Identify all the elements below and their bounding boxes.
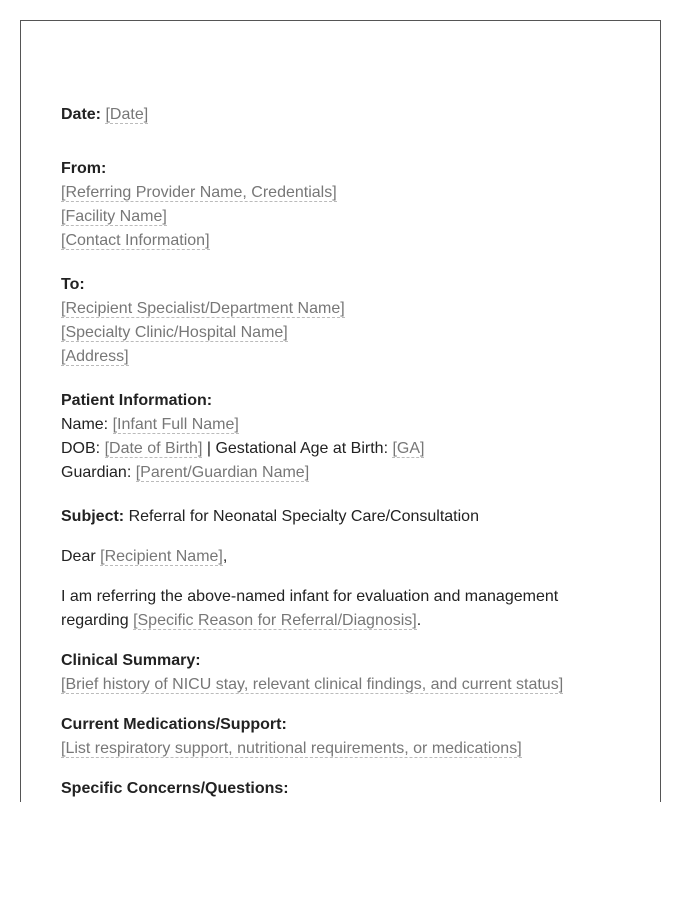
referral-reason-placeholder[interactable]: [Specific Reason for Referral/Diagnosis] — [133, 612, 417, 629]
date-label: Date: — [61, 106, 102, 123]
letter-content — [61, 103, 621, 801]
salutation-name-placeholder[interactable]: [Recipient Name] — [100, 548, 223, 565]
subject-label: Subject: — [61, 508, 125, 525]
patient-ga-placeholder[interactable]: [GA] — [392, 440, 425, 457]
from-section — [61, 157, 621, 253]
patient-section — [61, 389, 621, 485]
intro-text: I am referring the above-named infant for evaluation and management regarding — [61, 588, 559, 629]
to-address-placeholder[interactable]: [Address] — [61, 348, 129, 365]
to-label: To: — [61, 276, 85, 293]
salutation-comma: , — [222, 548, 228, 565]
date-placeholder[interactable]: [Date] — [105, 106, 149, 123]
clinical-summary-section — [61, 649, 621, 697]
patient-guardian-line — [61, 461, 621, 485]
intro-paragraph — [61, 585, 571, 633]
letter-page — [20, 20, 661, 802]
salutation-line — [61, 545, 621, 569]
patient-guardian-label: Guardian: — [61, 464, 132, 481]
concerns-label: Specific Concerns/Questions: — [61, 780, 289, 797]
medications-label: Current Medications/Support: — [61, 716, 287, 733]
to-recipient-placeholder[interactable]: [Recipient Specialist/Department Name] — [61, 300, 345, 317]
patient-ga-label: | Gestational Age at Birth: — [206, 440, 389, 457]
medications-section — [61, 713, 621, 761]
from-provider-placeholder[interactable]: [Referring Provider Name, Credentials] — [61, 184, 337, 201]
medications-placeholder[interactable]: [List respiratory support, nutritional requirements, or medications] — [61, 740, 522, 757]
patient-guardian-placeholder[interactable]: [Parent/Guardian Name] — [135, 464, 310, 481]
clinical-summary-placeholder[interactable]: [Brief history of NICU stay, relevant clinical findings, and current status] — [61, 676, 564, 693]
salutation-prefix: Dear — [61, 548, 96, 565]
intro-period: . — [416, 612, 422, 629]
from-label: From: — [61, 160, 107, 177]
to-section — [61, 273, 621, 369]
concerns-section — [61, 777, 621, 801]
patient-dob-label: DOB: — [61, 440, 101, 457]
date-line — [61, 103, 621, 127]
from-facility-placeholder[interactable]: [Facility Name] — [61, 208, 167, 225]
patient-name-line — [61, 413, 621, 437]
patient-label: Patient Information: — [61, 392, 213, 409]
subject-line — [61, 505, 621, 529]
clinical-summary-label: Clinical Summary: — [61, 652, 201, 669]
subject-text: Referral for Neonatal Specialty Care/Consultation — [128, 508, 479, 525]
patient-name-label: Name: — [61, 416, 109, 433]
patient-dob-placeholder[interactable]: [Date of Birth] — [104, 440, 203, 457]
patient-dob-line — [61, 437, 621, 461]
patient-name-placeholder[interactable]: [Infant Full Name] — [112, 416, 239, 433]
from-contact-placeholder[interactable]: [Contact Information] — [61, 232, 210, 249]
to-clinic-placeholder[interactable]: [Specialty Clinic/Hospital Name] — [61, 324, 288, 341]
